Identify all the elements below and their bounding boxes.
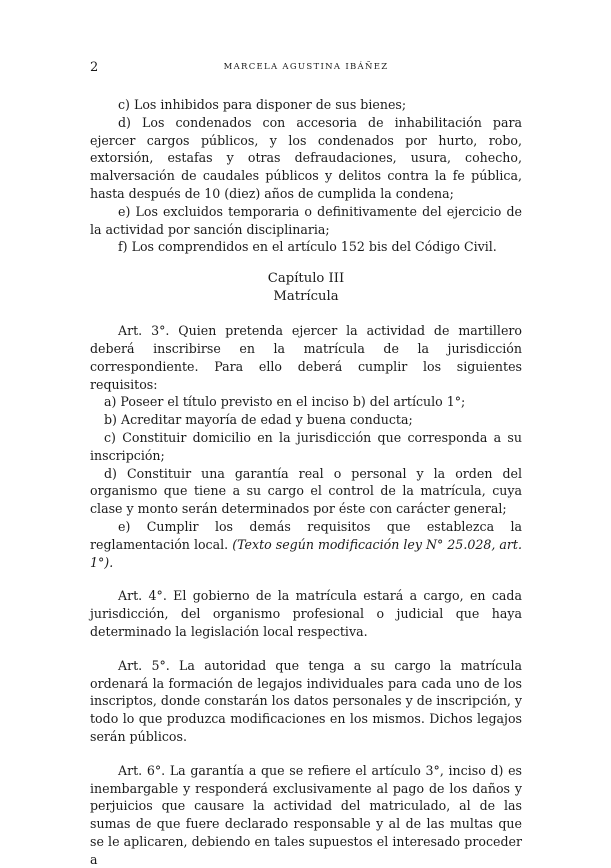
chapter-number: Capítulo III: [267, 271, 345, 287]
article-3-inciso-e-text: e) Cumplir los demás requisitos que establezca la reglamentación local.: [90, 518, 522, 552]
paragraph-inciso-d: d) Los condenados con accesoria de inhabilitación para ejercer cargos públicos, y los condenados por hurto, robo, extorsión, estafas y otras defraudaciones, usura, cohecho, malversación de caudales públicos y delitos contra la fe pública, hasta después de 10 (diez) años de cumplida la condena;: [90, 114, 522, 201]
article-3-intro: Art. 3°. Quien pretenda ejercer la actividad de martillero deberá inscribirse en la matrícula de la jurisdicción correspondiente. Para ello deberá cumplir los siguientes requisitos:: [90, 323, 522, 392]
page-header: [90, 60, 522, 76]
paragraph-inciso-c: c) Los inhibidos para disponer de sus bienes;: [118, 97, 407, 112]
article-5: Art. 5°. La autoridad que tenga a su cargo la matrícula ordenará la formación de legajos individuales para cada uno de los inscriptos, donde constarán los datos personales y de inscripción, y todo lo que produzca modificaciones en los mismos. Dichos legajos serán públicos.: [90, 657, 522, 744]
running-title: MARCELA AGUSTINA IBÁÑEZ: [223, 62, 389, 72]
article-4: Art. 4°. El gobierno de la matrícula estará a cargo, en cada jurisdicción, del organismo profesional o judicial que haya determinado la legislación local respectiva.: [90, 588, 522, 639]
article-3-inciso-c: c) Constituir domicilio en la jurisdicción que corresponda a su inscripción;: [90, 429, 522, 463]
page-number: 2: [90, 60, 99, 75]
paragraph-inciso-f: f) Los comprendidos en el artículo 152 bis del Código Civil.: [118, 239, 497, 255]
chapter-title: Matrícula: [273, 289, 339, 305]
paragraph-inciso-e: e) Los excluidos temporaria o definitivamente del ejercicio de la actividad por sanción disciplinaria;: [90, 203, 522, 237]
article-6: Art. 6°. La garantía a que se refiere el artículo 3°, inciso d) es inembargable y responderá exclusivamente al pago de los daños y perjuicios que causare la actividad del matriculado, al de las sumas de que fuere declarado responsable y al de las multas que se le aplicaren, debiendo en tales supuestos el interesado proceder a: [90, 762, 522, 867]
article-3-inciso-e: [90, 518, 522, 571]
article-3-inciso-a: a) Poseer el título previsto en el inciso b) del artículo 1°;: [104, 394, 466, 410]
article-3-modification-note: (Texto según modificación ley N° 25.028, art. 1°).: [90, 536, 522, 570]
article-3-inciso-d: d) Constituir una garantía real o personal y la orden del organismo que tiene a su cargo el control de la matrícula, cuya clase y monto serán determinados por éste con carácter general;: [90, 465, 522, 517]
article-3-inciso-b: b) Acreditar mayoría de edad y buena conducta;: [104, 412, 413, 428]
page-body: [90, 96, 522, 868]
